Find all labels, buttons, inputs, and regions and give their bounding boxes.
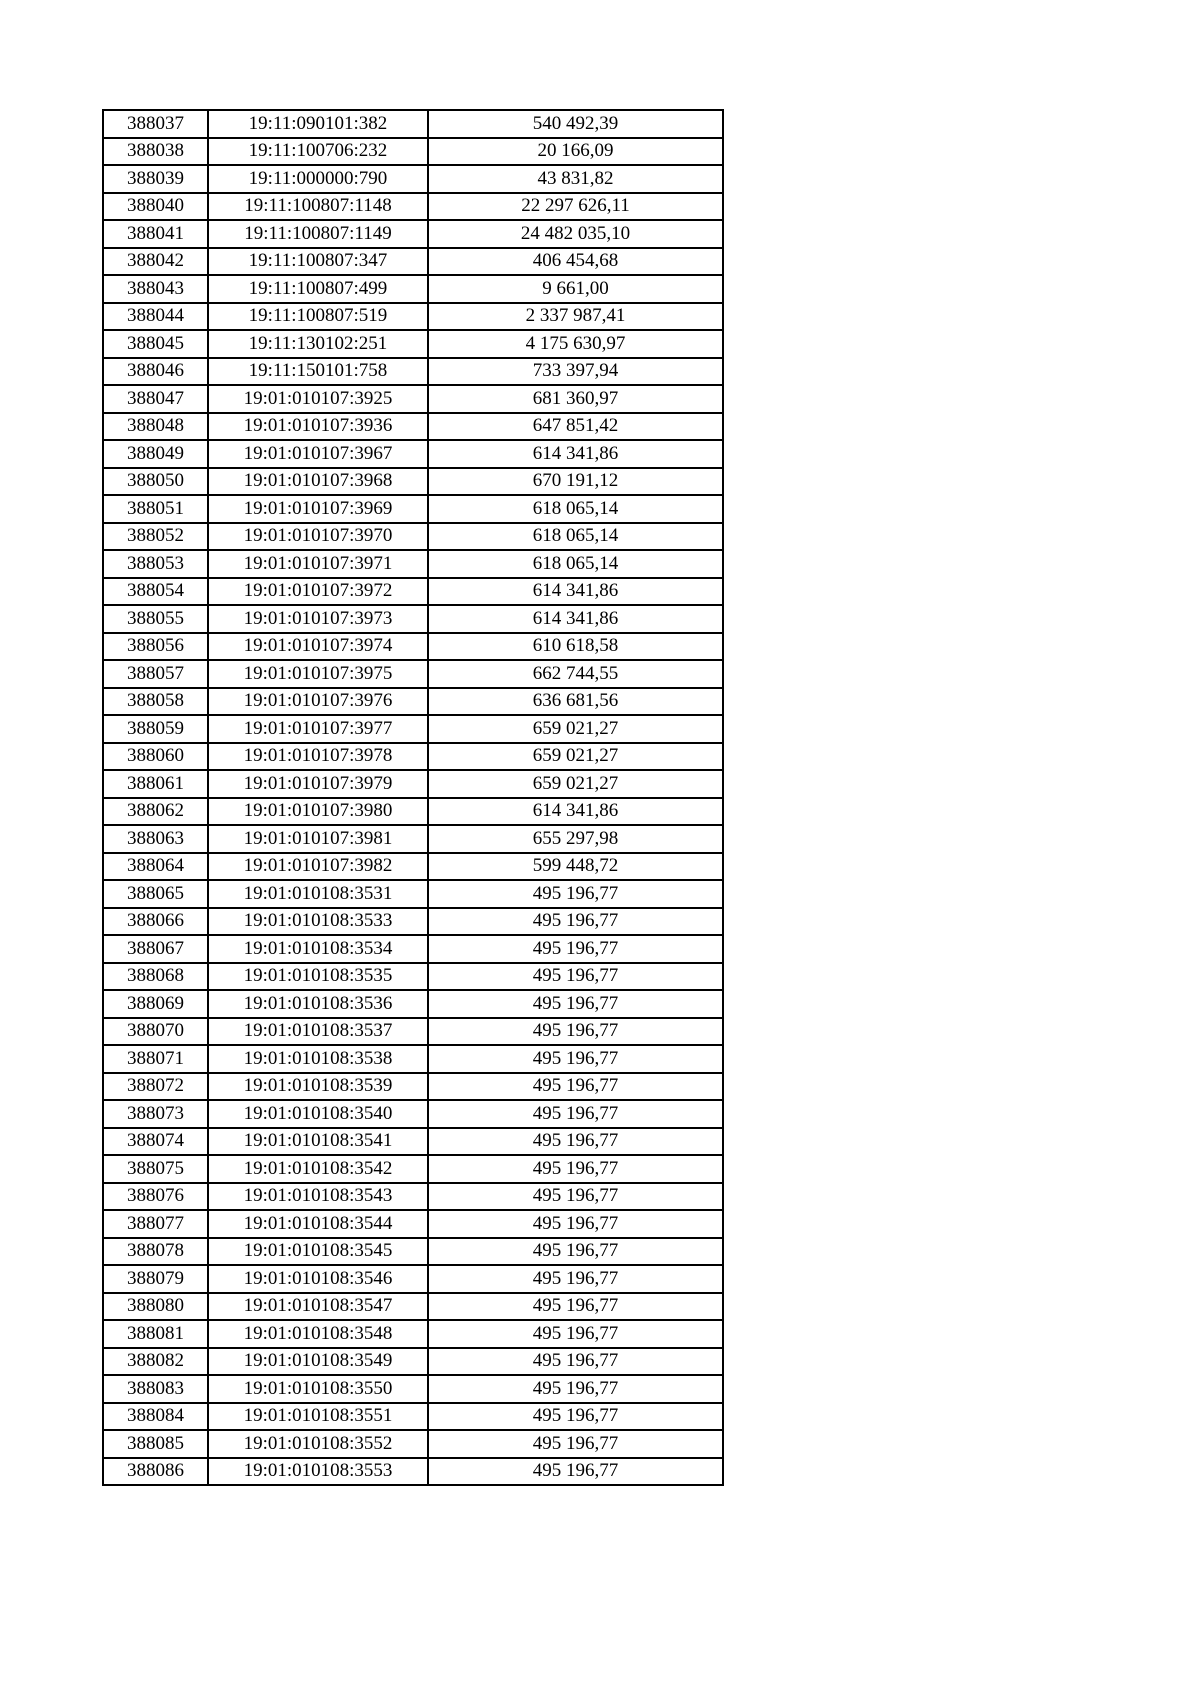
cadastral-number-cell: 19:01:010108:3549 [208,1348,428,1376]
row-number-cell: 388083 [103,1375,208,1403]
cadastral-number-cell: 19:01:010107:3971 [208,550,428,578]
cadastral-number-cell: 19:01:010107:3981 [208,825,428,853]
cadastral-number-cell: 19:01:010107:3979 [208,770,428,798]
value-cell: 22 297 626,11 [428,193,723,221]
cadastral-number-cell: 19:01:010108:3548 [208,1320,428,1348]
row-number-cell: 388057 [103,660,208,688]
row-number-cell: 388084 [103,1403,208,1431]
table-row [103,935,723,963]
value-cell: 406 454,68 [428,248,723,276]
cadastral-number-cell: 19:11:100807:1149 [208,220,428,248]
table-row [103,248,723,276]
cadastral-number-cell: 19:01:010108:3539 [208,1073,428,1101]
cadastral-number-cell: 19:01:010107:3982 [208,853,428,881]
row-number-cell: 388064 [103,853,208,881]
row-number-cell: 388072 [103,1073,208,1101]
row-number-cell: 388058 [103,688,208,716]
cadastral-number-cell: 19:01:010108:3533 [208,908,428,936]
table-row [103,193,723,221]
row-number-cell: 388080 [103,1293,208,1321]
row-number-cell: 388053 [103,550,208,578]
value-cell: 599 448,72 [428,853,723,881]
cadastral-number-cell: 19:11:100807:499 [208,275,428,303]
table-row [103,688,723,716]
table-row [103,1265,723,1293]
table-row [103,523,723,551]
table-row [103,1073,723,1101]
table-row [103,578,723,606]
table-row [103,385,723,413]
table-row [103,1238,723,1266]
cadastral-number-cell: 19:01:010108:3553 [208,1458,428,1486]
value-cell: 495 196,77 [428,1293,723,1321]
cadastral-number-cell: 19:01:010108:3542 [208,1155,428,1183]
value-cell: 495 196,77 [428,1265,723,1293]
row-number-cell: 388061 [103,770,208,798]
table-body [103,110,723,1485]
value-cell: 659 021,27 [428,715,723,743]
value-cell: 670 191,12 [428,468,723,496]
row-number-cell: 388040 [103,193,208,221]
table-row [103,633,723,661]
value-cell: 733 397,94 [428,358,723,386]
row-number-cell: 388086 [103,1458,208,1486]
row-number-cell: 388082 [103,1348,208,1376]
cadastral-number-cell: 19:01:010108:3541 [208,1128,428,1156]
table-row [103,358,723,386]
cadastral-number-cell: 19:11:100807:347 [208,248,428,276]
row-number-cell: 388047 [103,385,208,413]
table-row [103,550,723,578]
table-row [103,440,723,468]
table-row [103,1045,723,1073]
cadastral-number-cell: 19:01:010107:3974 [208,633,428,661]
row-number-cell: 388054 [103,578,208,606]
cadastral-number-cell: 19:11:100807:1148 [208,193,428,221]
cadastral-number-cell: 19:11:100706:232 [208,138,428,166]
value-cell: 681 360,97 [428,385,723,413]
table-row [103,660,723,688]
row-number-cell: 388043 [103,275,208,303]
row-number-cell: 388078 [103,1238,208,1266]
row-number-cell: 388085 [103,1430,208,1458]
cadastral-number-cell: 19:11:090101:382 [208,110,428,138]
row-number-cell: 388071 [103,1045,208,1073]
row-number-cell: 388039 [103,165,208,193]
table-row [103,468,723,496]
cadastral-number-cell: 19:11:150101:758 [208,358,428,386]
table-row [103,1348,723,1376]
row-number-cell: 388066 [103,908,208,936]
table-row [103,1018,723,1046]
row-number-cell: 388063 [103,825,208,853]
table-row [103,880,723,908]
row-number-cell: 388044 [103,303,208,331]
table-row [103,413,723,441]
value-cell: 655 297,98 [428,825,723,853]
value-cell: 495 196,77 [428,1183,723,1211]
row-number-cell: 388079 [103,1265,208,1293]
cadastral-number-cell: 19:01:010108:3540 [208,1100,428,1128]
row-number-cell: 388069 [103,990,208,1018]
table-row [103,165,723,193]
row-number-cell: 388068 [103,963,208,991]
row-number-cell: 388067 [103,935,208,963]
cadastral-number-cell: 19:01:010107:3978 [208,743,428,771]
value-cell: 618 065,14 [428,523,723,551]
table-row [103,1183,723,1211]
table-row [103,1155,723,1183]
cadastral-number-cell: 19:01:010108:3544 [208,1210,428,1238]
table-row [103,138,723,166]
value-cell: 495 196,77 [428,1403,723,1431]
table-row [103,770,723,798]
cadastral-number-cell: 19:11:100807:519 [208,303,428,331]
value-cell: 610 618,58 [428,633,723,661]
table-row [103,743,723,771]
value-cell: 495 196,77 [428,908,723,936]
table-row [103,1403,723,1431]
table-row [103,220,723,248]
value-cell: 495 196,77 [428,1210,723,1238]
table-row [103,825,723,853]
value-cell: 495 196,77 [428,1128,723,1156]
value-cell: 647 851,42 [428,413,723,441]
value-cell: 662 744,55 [428,660,723,688]
row-number-cell: 388046 [103,358,208,386]
value-cell: 495 196,77 [428,1100,723,1128]
cadastral-number-cell: 19:01:010107:3970 [208,523,428,551]
table-row [103,1430,723,1458]
table-row [103,908,723,936]
row-number-cell: 388041 [103,220,208,248]
row-number-cell: 388060 [103,743,208,771]
data-table [102,109,724,1486]
cadastral-number-cell: 19:01:010108:3552 [208,1430,428,1458]
cadastral-number-cell: 19:01:010107:3975 [208,660,428,688]
cadastral-number-cell: 19:11:130102:251 [208,330,428,358]
cadastral-number-cell: 19:01:010107:3967 [208,440,428,468]
value-cell: 614 341,86 [428,605,723,633]
table-row [103,715,723,743]
row-number-cell: 388049 [103,440,208,468]
row-number-cell: 388081 [103,1320,208,1348]
row-number-cell: 388048 [103,413,208,441]
value-cell: 495 196,77 [428,1073,723,1101]
row-number-cell: 388038 [103,138,208,166]
cadastral-number-cell: 19:01:010108:3550 [208,1375,428,1403]
row-number-cell: 388056 [103,633,208,661]
cadastral-number-cell: 19:01:010107:3972 [208,578,428,606]
value-cell: 495 196,77 [428,1458,723,1486]
cadastral-number-cell: 19:01:010108:3537 [208,1018,428,1046]
row-number-cell: 388050 [103,468,208,496]
value-cell: 659 021,27 [428,770,723,798]
value-cell: 618 065,14 [428,495,723,523]
row-number-cell: 388045 [103,330,208,358]
value-cell: 495 196,77 [428,1018,723,1046]
value-cell: 495 196,77 [428,1375,723,1403]
row-number-cell: 388076 [103,1183,208,1211]
value-cell: 614 341,86 [428,578,723,606]
cadastral-number-cell: 19:01:010108:3547 [208,1293,428,1321]
row-number-cell: 388051 [103,495,208,523]
row-number-cell: 388075 [103,1155,208,1183]
value-cell: 9 661,00 [428,275,723,303]
cadastral-number-cell: 19:01:010108:3545 [208,1238,428,1266]
table-row [103,963,723,991]
value-cell: 20 166,09 [428,138,723,166]
table-row [103,798,723,826]
table-row [103,303,723,331]
value-cell: 495 196,77 [428,880,723,908]
cadastral-number-cell: 19:01:010107:3980 [208,798,428,826]
row-number-cell: 388070 [103,1018,208,1046]
cadastral-number-cell: 19:01:010107:3976 [208,688,428,716]
row-number-cell: 388042 [103,248,208,276]
table-row [103,605,723,633]
table-row [103,853,723,881]
row-number-cell: 388077 [103,1210,208,1238]
row-number-cell: 388037 [103,110,208,138]
table-row [103,275,723,303]
row-number-cell: 388065 [103,880,208,908]
value-cell: 540 492,39 [428,110,723,138]
table-row [103,1320,723,1348]
cadastral-number-cell: 19:01:010107:3977 [208,715,428,743]
cadastral-number-cell: 19:01:010107:3968 [208,468,428,496]
value-cell: 659 021,27 [428,743,723,771]
table-row [103,1210,723,1238]
value-cell: 495 196,77 [428,1238,723,1266]
row-number-cell: 388074 [103,1128,208,1156]
value-cell: 495 196,77 [428,1348,723,1376]
row-number-cell: 388073 [103,1100,208,1128]
cadastral-number-cell: 19:01:010108:3543 [208,1183,428,1211]
value-cell: 43 831,82 [428,165,723,193]
table-row [103,1458,723,1486]
row-number-cell: 388052 [103,523,208,551]
table-row [103,110,723,138]
value-cell: 24 482 035,10 [428,220,723,248]
value-cell: 618 065,14 [428,550,723,578]
value-cell: 495 196,77 [428,1320,723,1348]
table-row [103,1293,723,1321]
cadastral-number-cell: 19:01:010107:3925 [208,385,428,413]
table-row [103,990,723,1018]
value-cell: 2 337 987,41 [428,303,723,331]
value-cell: 495 196,77 [428,1430,723,1458]
cadastral-number-cell: 19:01:010108:3551 [208,1403,428,1431]
value-cell: 495 196,77 [428,1155,723,1183]
cadastral-number-cell: 19:01:010107:3936 [208,413,428,441]
cadastral-number-cell: 19:01:010108:3535 [208,963,428,991]
cadastral-number-cell: 19:01:010107:3973 [208,605,428,633]
cadastral-number-cell: 19:01:010108:3538 [208,1045,428,1073]
row-number-cell: 388055 [103,605,208,633]
value-cell: 4 175 630,97 [428,330,723,358]
table-row [103,495,723,523]
value-cell: 495 196,77 [428,963,723,991]
cadastral-number-cell: 19:01:010108:3536 [208,990,428,1018]
cadastral-number-cell: 19:01:010108:3546 [208,1265,428,1293]
row-number-cell: 388059 [103,715,208,743]
value-cell: 495 196,77 [428,935,723,963]
table-row [103,1375,723,1403]
table-row [103,330,723,358]
cadastral-number-cell: 19:11:000000:790 [208,165,428,193]
cadastral-number-cell: 19:01:010107:3969 [208,495,428,523]
value-cell: 614 341,86 [428,440,723,468]
row-number-cell: 388062 [103,798,208,826]
table-row [103,1100,723,1128]
value-cell: 614 341,86 [428,798,723,826]
value-cell: 495 196,77 [428,1045,723,1073]
cadastral-number-cell: 19:01:010108:3534 [208,935,428,963]
value-cell: 495 196,77 [428,990,723,1018]
table-row [103,1128,723,1156]
value-cell: 636 681,56 [428,688,723,716]
cadastral-number-cell: 19:01:010108:3531 [208,880,428,908]
